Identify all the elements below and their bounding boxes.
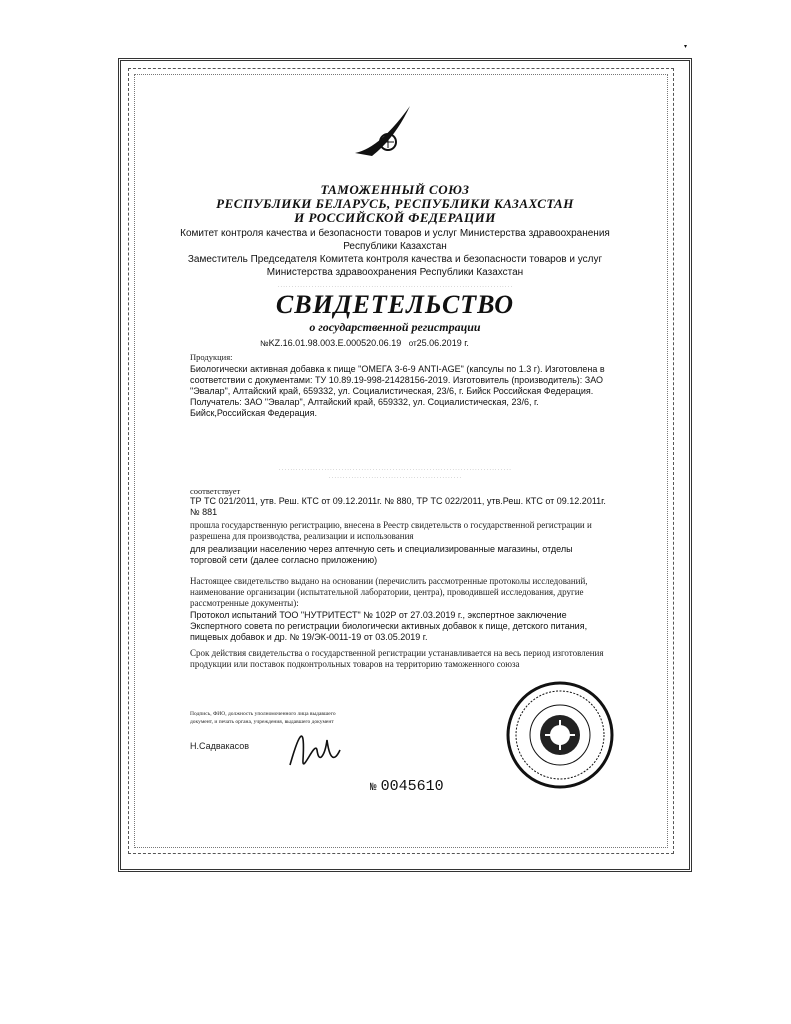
serial-value: 0045610 — [380, 778, 444, 795]
header-union: ТАМОЖЕННЫЙ СОЮЗ — [320, 182, 470, 197]
basis-text: Протокол испытаний ТОО "НУТРИТЕСТ" № 102Р от 27.03.2019 г., экспертное заключение Экспертного совета по регистрации биологически активных добавок к пище, детского питания, пищевых добавок и др. № 19/ЭК-0011-19 от 03.05.2019 г. — [190, 610, 588, 642]
blank-serial-number — [370, 778, 444, 795]
serial-prefix: № — [370, 782, 377, 794]
signatory-caption: Подпись, ФИО, должность уполномоченного лица выдавшего документ, и печать органа, учреждения, выдавшего документ — [190, 711, 336, 725]
customs-union-emblem-icon — [350, 98, 420, 168]
signatory-name: Н.Садвакасов — [190, 741, 250, 751]
header-federation: И РОССИЙСКОЙ ФЕДЕРАЦИИ — [294, 210, 496, 225]
certificate-title: СВИДЕТЕЛЬСТВО — [275, 290, 515, 319]
registration-passed-text: прошла государственную регистрацию, внесена в Реестр свидетельств о государственной регистрации и разрешена для производства, реализации и использования — [190, 520, 592, 541]
header-republics: РЕСПУБЛИКИ БЕЛАРУСЬ, РЕСПУБЛИКИ КАЗАХСТАН — [216, 196, 574, 211]
committee-line-1: Комитет контроля качества и безопасности товаров и услуг Министерства здравоохранения — [180, 228, 610, 239]
number-sign: № — [260, 339, 269, 348]
registration-number: KZ.16.01.98.003.Е.000520.06.19 — [268, 338, 402, 348]
compliance-label: соответствует — [190, 486, 241, 496]
basis-intro: Настоящее свидетельство выдано на основании (перечислить рассмотренные протоколы исследований, наименование организации (испытательной лаборатории, центра), проводившей исследования, другие рассмотренные документы): — [190, 576, 588, 608]
fine-print-line-2: · · · · · · · · · · · · · · · · · · · · · · · · · · · · · · · · · · · · · · · · · · · · · · · · · · · · · · · · · · · · · · · · · · · · · · · · · · · · · · · · · · — [279, 467, 511, 472]
fine-print-line-3: · · · · · · · · · · · · · · · · · · · · · · · · · · · · · · · · · · · · · · · · · · · · · · · — [328, 475, 462, 480]
registration-usage-text: для реализации населению через аптечную сеть и специализированные магазины, отделы торговой сети (далее согласно приложению) — [190, 544, 573, 565]
deputy-line-1: Заместитель Председателя Комитета контроля качества и безопасности товаров и услуг — [187, 254, 603, 265]
certificate-subtitle: о государственной регистрации — [309, 320, 481, 334]
registration-number-line — [260, 338, 469, 348]
registration-date: 25.06.2019 г. — [416, 338, 469, 348]
corner-mark: ▾ — [684, 44, 688, 50]
official-seal-icon — [505, 680, 615, 790]
deputy-line-2: Министерства здравоохранения Республики Казахстан — [266, 267, 524, 278]
product-label: Продукция: — [190, 352, 233, 362]
signature-icon — [285, 720, 345, 780]
date-prefix: от — [408, 339, 417, 348]
compliance-text: ТР ТС 021/2011, утв. Реш. КТС от 09.12.2011г. № 880, ТР ТС 022/2011, утв.Реш. КТС от 09.12.2011г. № 881 — [190, 496, 606, 517]
committee-line-2: Республики Казахстан — [343, 241, 447, 252]
product-description: Биологически активная добавка к пище "ОМЕГА 3-6-9 ANTI-AGE" (капсулы по 1.3 г). Изготовлена в соответствии с документами: ТУ 10.89.19-998-21428156-2019. Изготовитель (производитель): ЗАО "Эвалар", Алтайский край, 659332, ул. Социалистическая, 23/6, г. Бийск Российская Федерация. Получатель: ЗАО "Эвалар", Алтайский край, 659332, ул. Социалистическая, 23/6, г. Бийск,Российская Федерация. — [190, 364, 605, 418]
validity-text: Срок действия свидетельства о государственной регистрации устанавливается на весь период изготовления продукции или поставок подконтрольных товаров на территорию таможенного союза — [190, 648, 604, 669]
fine-print-line: · · · · · · · · · · · · · · · · · · · · · · · · · · · · · · · · · · · · · · · · · · · · · · · · · · · · · · · · · · · · · · · · · · · · · · · · · · · · · · · · · · · — [277, 284, 513, 289]
